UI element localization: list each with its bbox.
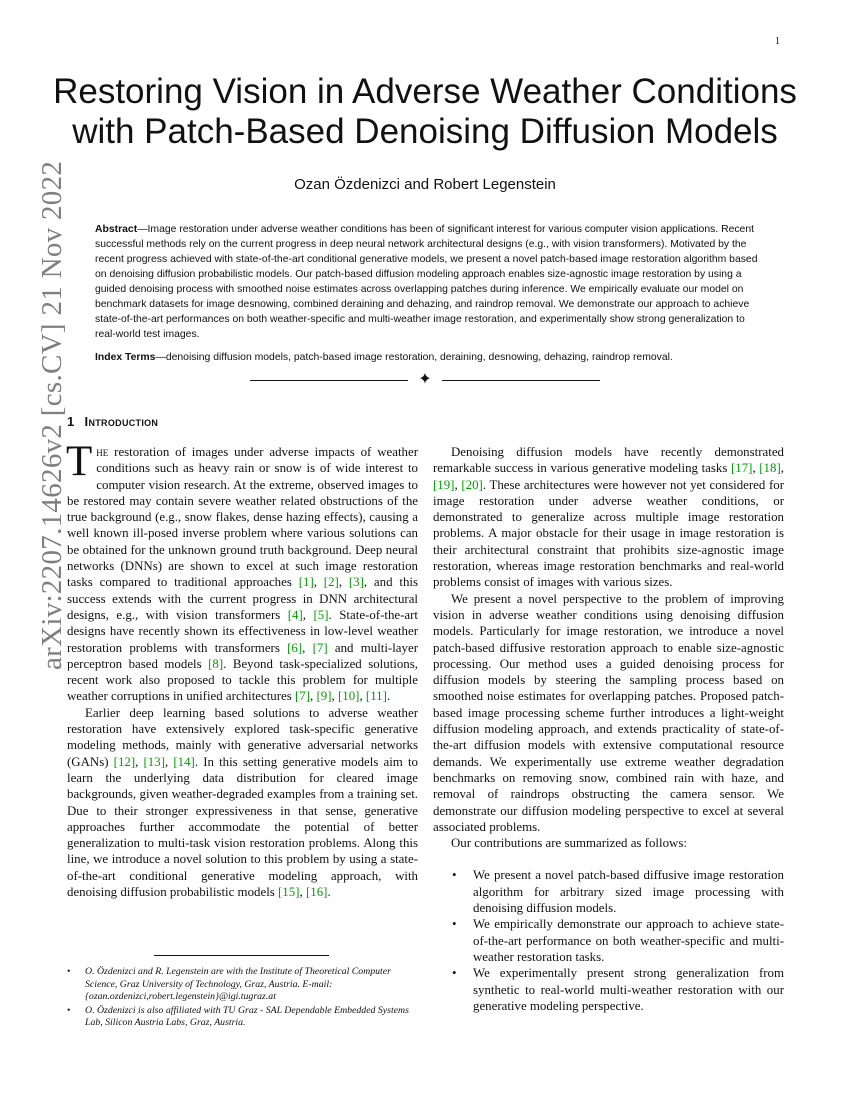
contribution-item: [433, 965, 784, 1014]
citation-link[interactable]: [15]: [278, 885, 300, 900]
contribution-text: We experimentally present strong generalization from synthetic to real-world multi-weather restoration with our generative modeling perspective.: [473, 966, 784, 1013]
paper-authors: Ozan Özdenizci and Robert Legenstein: [294, 176, 556, 193]
contribution-item: [433, 867, 784, 916]
citation-link[interactable]: [7]: [295, 689, 311, 704]
citation-link[interactable]: [2]: [323, 575, 339, 590]
citation-link[interactable]: [17]: [730, 461, 753, 476]
section-separator: [250, 370, 600, 390]
section-number: 1: [67, 414, 75, 429]
bullet-icon: •: [452, 917, 457, 932]
paragraph-text: Earlier deep learning based solutions to adverse weather restoration have extensively explored task-specific generative modeling methods, mainly with generative adversarial networks (GANs): [67, 705, 418, 769]
abstract-text: —Image restoration under adverse weather conditions has been of significant interest for various computer vision applications. Recent successful methods rely on the current progress in deep neural network architectural designs (e.g., with vision transformers). Motivated by the recent progress achieved with state-of-the-art conditional generative models, we present a novel patch-based image restoration algorithm based on denoising diffusion probabilistic models. Our patch-based diffusion modeling approach enables size-agnostic image restoration by using a guided denoising process with smoothed noise estimates across overlapping patches during inference. We empirically evaluate our model on benchmark datasets for image desnowing, combined deraining and dehazing, and raindrop removal. We demonstrate our approach to achieve state-of-the-art performances on both weather-specific and multi-weather image restoration, and experimentally show strong generalization to real-world test images.: [95, 224, 758, 340]
citation-link[interactable]: [4]: [287, 607, 303, 622]
paragraph-text: . In this setting generative models aim to learn the underlying data distribution for cleared image backgrounds, given weather-degraded examples from a training set. Due to their stronger expressiveness in that sense, generative approaches further accommodate the potential of better generalization to multi-task vision restoration problems. Along this line, we introduce a novel solution to this problem by using a state-of-the-art conditional generative modeling approach, with denoising diffusion probabilistic models: [67, 754, 418, 900]
citation-separator: ,: [780, 461, 784, 476]
intro-paragraph-1: [66, 438, 418, 705]
citation-link[interactable]: [10]: [337, 689, 360, 704]
citation-separator: ,: [313, 575, 324, 590]
page-number: 1: [775, 36, 780, 47]
paragraph-text: , and this success extends with the current progress in DNN architectural designs, e.g., with vision transformers: [67, 575, 418, 622]
index-terms-text: —denoising diffusion models, patch-based image restoration, deraining, desnowing, dehazing, raindrop removal.: [155, 352, 673, 363]
citation-link[interactable]: [6]: [287, 640, 303, 655]
citation-link[interactable]: [5]: [313, 607, 329, 622]
citation-link[interactable]: [7]: [312, 640, 328, 655]
left-column: [66, 438, 418, 900]
citation-separator: ,: [359, 689, 366, 704]
separator-line-right: [442, 380, 600, 381]
intro-paragraph-5: Our contributions are summarized as follows:: [451, 836, 687, 851]
bullet-icon: •: [452, 868, 457, 883]
citation-link[interactable]: [9]: [316, 689, 332, 704]
citation-link[interactable]: [19]: [433, 477, 455, 492]
paragraph-text: . These architectures were however not yet considered for image restoration under adverse weather conditions, or demonstrated to generalize across multiple image restoration problems. A major obstacle for their usage in image restoration is their architectural constraint that prohibits size-agnostic image restoration, whereas image restoration benchmarks and real-world problems consist of images with various sizes.: [433, 477, 784, 590]
separator-line-left: [250, 380, 408, 381]
paragraph-text: . State-of-the-art designs have recently shown its effectiveness in low-level weather restoration problems with transformers: [67, 607, 418, 655]
citation-link[interactable]: [1]: [298, 575, 314, 590]
bullet-icon: •: [67, 966, 71, 977]
abstract: [95, 222, 760, 342]
citation-separator: ,: [302, 607, 314, 622]
footnote-rule: [154, 955, 329, 956]
citation-separator: ,: [135, 754, 144, 769]
citation-separator: ,: [454, 477, 462, 492]
citation-link[interactable]: [18]: [759, 461, 781, 476]
citation-separator: ,: [302, 640, 313, 655]
footnote-item: [67, 966, 418, 1004]
arxiv-identifier-stamp: arXiv:2207.14626v2 [cs.CV] 21 Nov 2022: [36, 160, 68, 670]
section-heading: [67, 414, 158, 429]
right-column: [433, 444, 784, 1014]
citation-separator: ,: [338, 575, 349, 590]
contribution-text: We empirically demonstrate our approach to achieve state-of-the-art performance on both weather-specific and multi-weather restoration tasks.: [473, 917, 784, 964]
index-terms: [95, 350, 760, 365]
paragraph-text: .: [386, 689, 391, 704]
paragraph-text: restoration of images under adverse impacts of weather conditions such as heavy rain or snow is of wide interest to computer vision research. At the extreme, observed images to be restored may contain severe weather related obstructions of the true background (e.g., snow flakes, dense hazing effects), causing a well known ill-posed inverse problem where various solutions can be obtained for the unknown ground truth background. Deep neural networks (DNNs) are shown to excel at such image restoration tasks compared to traditional approaches: [67, 445, 418, 590]
citation-separator: ,: [299, 885, 306, 900]
intro-paragraph-3: [433, 444, 784, 591]
citation-separator: ,: [331, 689, 338, 704]
contribution-item: [433, 916, 784, 965]
footnote-text: O. Özdenizci is also affiliated with TU Graz - SAL Dependable Embedded Systems Lab, Silicon Austria Labs, Graz, Austria.: [85, 1004, 409, 1028]
bullet-icon: •: [67, 1004, 71, 1016]
footnote-text: O. Özdenizci and R. Legenstein are with the Institute of Theoretical Computer Science, Graz University of Technology, Graz, Austria. E-mail: {ozan.ozdenizci,robert.legenstein}@igi.tugraz.at: [85, 966, 391, 1002]
separator-star-icon: ✦: [418, 371, 432, 388]
contributions-list: [433, 867, 784, 1014]
citation-link[interactable]: [11]: [365, 689, 387, 704]
citation-separator: ,: [310, 689, 317, 704]
drop-cap-continuation: he: [96, 445, 109, 459]
citation-separator: ,: [752, 461, 760, 476]
paragraph-text: .: [327, 885, 331, 900]
drop-cap: T: [66, 438, 93, 485]
citation-link[interactable]: [3]: [348, 575, 364, 590]
citation-link[interactable]: [16]: [305, 885, 328, 900]
section-title: Introduction: [84, 414, 159, 429]
citation-link[interactable]: [13]: [143, 754, 165, 769]
citation-link[interactable]: [8]: [208, 656, 224, 671]
citation-link[interactable]: [20]: [461, 477, 483, 492]
bullet-icon: •: [452, 966, 457, 981]
citation-link[interactable]: [14]: [173, 754, 195, 769]
index-terms-label: Index Terms: [95, 352, 156, 363]
contribution-text: We present a novel patch-based diffusive image restoration algorithm for arbitrary sized image processing with denoising diffusion models.: [473, 868, 784, 916]
footnote-item: [67, 1005, 418, 1030]
paragraph-text: and multi-layer perceptron based models: [67, 640, 418, 671]
intro-paragraph-2: [67, 705, 418, 901]
paper-title: Restoring Vision in Adverse Weather Conditions with Patch-Based Denoising Diffusion Models: [53, 72, 797, 151]
citation-link[interactable]: [12]: [113, 754, 136, 769]
paragraph-text: . Beyond task-specialized solutions, recent work also proposed to tackle this problem for multiple weather corruptions in unified architectures: [67, 656, 418, 704]
intro-paragraph-4: We present a novel perspective to the problem of improving vision in adverse weather conditions using denoising diffusion models. Particularly for image restoration, we introduce a novel patch-based diffusive restoration approach to enable size-agnostic processing. Our method uses a guided denoising process for diffusion models by steering the sampling process based on smoothed noise estimates for overlapping patches. Proposed patch-based image processing scheme further introduces a light-weight diffusion modeling approach, and extends practicality of state-of-the-art diffusion models with extensive computational resource demands. We experimentally use extreme weather degradation benchmarks on removing snow, combined rain with haze, and removal of raindrops obstructing the camera sensor. We demonstrate our diffusion modeling perspective to excel at several associated problems.: [433, 591, 784, 834]
footnotes: [67, 966, 418, 1031]
citation-separator: ,: [165, 754, 174, 769]
paragraph-text: Denoising diffusion models have recently demonstrated remarkable success in various generative modeling tasks: [433, 445, 784, 476]
abstract-label: Abstract: [95, 224, 138, 235]
